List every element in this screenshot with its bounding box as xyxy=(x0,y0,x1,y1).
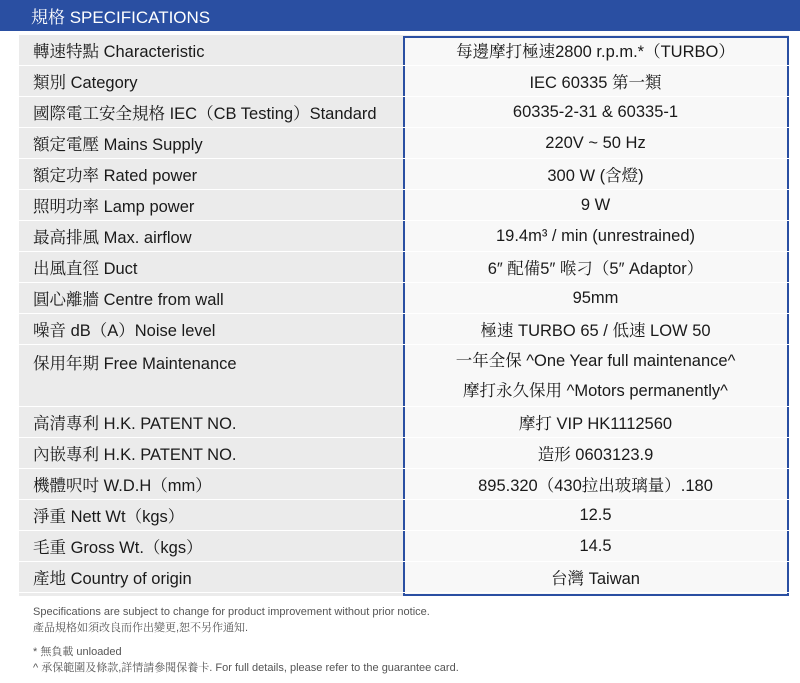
spec-row-dimensions xyxy=(19,469,789,500)
spec-value: 60335-2-31 & 60335-1 xyxy=(512,102,679,121)
spec-label: 出風直徑 Duct xyxy=(33,260,138,278)
header-title: 規格 SPECIFICATIONS xyxy=(31,8,211,27)
spec-label: 機體呎吋 W.D.H（mm） xyxy=(33,477,212,495)
spec-label: 國際電工安全規格 IEC（CB Testing）Standard xyxy=(33,105,377,123)
spec-row-duct xyxy=(19,252,789,283)
spec-row-mains-supply xyxy=(19,128,789,159)
spec-label: 類別 Category xyxy=(33,74,138,92)
spec-row-centre-from-wall xyxy=(19,283,789,314)
spec-label: 內嵌專利 H.K. PATENT NO. xyxy=(33,446,237,464)
spec-value: 極速 TURBO 65 / 低速 LOW 50 xyxy=(480,322,711,340)
spec-value: 摩打 VIP HK1112560 xyxy=(518,415,673,433)
spec-row-noise-level xyxy=(19,314,789,345)
spec-row-category xyxy=(19,66,789,97)
spec-row-country-of-origin xyxy=(19,562,789,593)
spec-row-gross-weight xyxy=(19,531,789,562)
footnote-unloaded: * 無負載 unloaded xyxy=(33,646,122,658)
spec-label: 保用年期 Free Maintenance xyxy=(33,355,237,373)
spec-row-rated-power xyxy=(19,159,789,190)
spec-row-free-maintenance xyxy=(19,345,789,407)
spec-value: IEC 60335 第一類 xyxy=(529,74,662,92)
spec-value: 895.320（430拉出玻璃量）.180 xyxy=(478,477,713,495)
spec-label: 高清專利 H.K. PATENT NO. xyxy=(33,415,237,433)
spec-value: 台灣 Taiwan xyxy=(551,570,640,588)
spec-row-lamp-power xyxy=(19,190,789,221)
spec-label: 噪音 dB（A）Noise level xyxy=(33,322,216,340)
spec-value: 14.5 xyxy=(579,536,612,555)
spec-value: 6″ 配備5″ 喉刁（5″ Adaptor） xyxy=(487,260,704,278)
spec-label: 圓心離牆 Centre from wall xyxy=(33,291,224,309)
footnotes xyxy=(33,604,459,676)
spec-value xyxy=(402,345,789,406)
spec-rows xyxy=(19,35,789,593)
spec-value: 9 W xyxy=(580,195,611,214)
spec-label: 轉速特點 Characteristic xyxy=(33,43,205,61)
spec-label: 產地 Country of origin xyxy=(33,570,192,588)
spec-value: 220V ~ 50 Hz xyxy=(545,133,646,152)
spec-value: 19.4m³ / min (unrestrained) xyxy=(496,226,695,245)
spec-row-characteristic xyxy=(19,35,789,66)
spec-row-patent-1 xyxy=(19,407,789,438)
spec-value-line: 摩打永久保用 ^Motors permanently^ xyxy=(463,381,728,400)
spec-value: 300 W (含燈) xyxy=(547,167,644,185)
spec-value: 95mm xyxy=(572,288,619,307)
spec-label: 淨重 Nett Wt（kgs） xyxy=(33,508,185,526)
spec-value-line: 一年全保 ^One Year full maintenance^ xyxy=(455,351,736,370)
spec-row-iec-standard xyxy=(19,97,789,128)
spec-label: 最高排風 Max. airflow xyxy=(33,229,192,247)
spec-value: 每邊摩打極速2800 r.p.m.*（TURBO） xyxy=(456,43,735,61)
spec-row-nett-weight xyxy=(19,500,789,531)
specifications-header xyxy=(0,0,800,31)
footnote-disclaimer-zh: 產品規格如須改良而作出變更,恕不另作通知. xyxy=(33,622,249,634)
spec-label: 毛重 Gross Wt.（kgs） xyxy=(33,539,203,557)
spec-row-max-airflow xyxy=(19,221,789,252)
spec-value: 造形 0603123.9 xyxy=(537,446,654,464)
spec-row-patent-2 xyxy=(19,438,789,469)
footnote-disclaimer-en: Specifications are subject to change for product improvement without prior notice. xyxy=(33,606,430,618)
spec-value: 12.5 xyxy=(579,505,612,524)
spec-label: 照明功率 Lamp power xyxy=(33,198,195,216)
footnote-guarantee: ^ 承保範圍及條款,詳情請參閱保養卡. For full details, please refer to the guarantee card. xyxy=(33,662,459,674)
spec-label: 額定功率 Rated power xyxy=(33,167,198,185)
spec-label: 額定電壓 Mains Supply xyxy=(33,136,203,154)
